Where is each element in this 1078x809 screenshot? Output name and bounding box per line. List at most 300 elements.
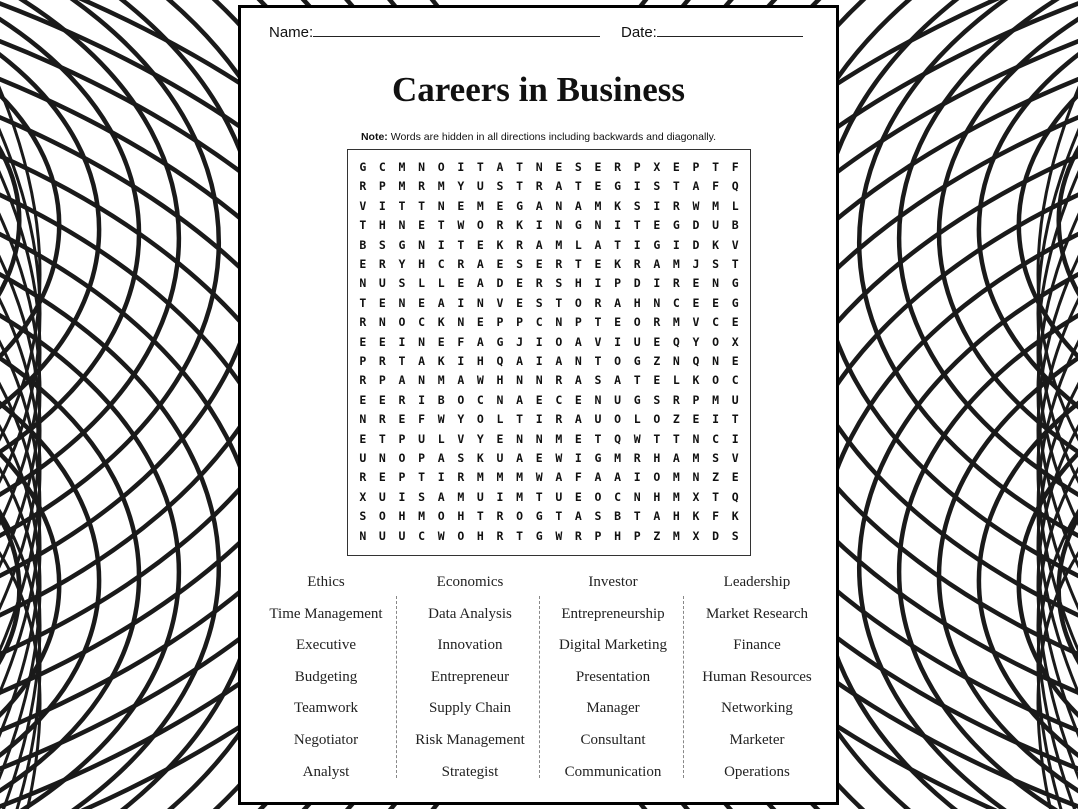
grid-letter[interactable]: A <box>594 470 602 485</box>
grid-letter[interactable]: E <box>692 295 700 310</box>
grid-letter[interactable]: Y <box>398 257 406 271</box>
grid-letter[interactable]: G <box>614 179 622 194</box>
grid-letter[interactable]: L <box>731 198 739 213</box>
grid-letter[interactable]: E <box>418 295 426 310</box>
grid-letter[interactable]: H <box>476 528 484 543</box>
grid-letter[interactable]: P <box>398 470 406 485</box>
grid-letter[interactable]: U <box>476 489 484 504</box>
grid-letter[interactable]: K <box>614 257 622 271</box>
grid-letter[interactable]: C <box>418 315 426 330</box>
grid-letter[interactable]: T <box>398 198 406 213</box>
grid-letter[interactable]: C <box>418 528 426 543</box>
grid-letter[interactable]: H <box>653 489 661 504</box>
grid-letter[interactable]: R <box>555 257 563 271</box>
grid-letter[interactable]: A <box>398 373 406 388</box>
grid-letter[interactable]: L <box>437 431 445 446</box>
grid-letter[interactable]: T <box>672 431 680 446</box>
grid-letter[interactable]: T <box>516 412 524 427</box>
grid-letter[interactable]: A <box>476 257 484 271</box>
grid-letter[interactable]: M <box>437 179 445 194</box>
grid-letter[interactable]: R <box>672 276 680 291</box>
grid-letter[interactable]: R <box>398 392 406 407</box>
grid-letter[interactable]: I <box>653 198 661 213</box>
grid-letter[interactable]: E <box>594 160 602 174</box>
grid-letter[interactable]: E <box>712 295 720 310</box>
grid-letter[interactable]: E <box>359 431 367 446</box>
grid-letter[interactable]: M <box>672 489 680 504</box>
grid-letter[interactable]: R <box>574 528 582 543</box>
grid-letter[interactable]: E <box>731 470 739 485</box>
grid-letter[interactable]: N <box>437 198 445 213</box>
grid-letter[interactable]: T <box>457 237 465 252</box>
grid-letter[interactable]: N <box>535 373 543 388</box>
grid-letter[interactable]: N <box>418 237 426 252</box>
grid-letter[interactable]: R <box>378 257 386 271</box>
grid-letter[interactable]: T <box>378 431 386 446</box>
grid-letter[interactable]: N <box>418 334 426 349</box>
grid-letter[interactable]: E <box>535 392 543 407</box>
grid-letter[interactable]: L <box>437 276 445 291</box>
grid-letter[interactable]: W <box>692 198 700 213</box>
grid-letter[interactable]: N <box>418 160 426 174</box>
grid-letter[interactable]: A <box>614 373 622 388</box>
grid-letter[interactable]: K <box>437 354 445 368</box>
grid-letter[interactable]: X <box>731 334 739 349</box>
grid-letter[interactable]: F <box>712 179 720 194</box>
grid-letter[interactable]: W <box>437 528 445 543</box>
grid-letter[interactable]: E <box>378 334 386 349</box>
grid-letter[interactable]: I <box>457 295 465 310</box>
grid-letter[interactable]: A <box>476 276 484 291</box>
grid-letter[interactable]: J <box>692 257 700 271</box>
grid-letter[interactable]: N <box>378 315 386 330</box>
grid-letter[interactable]: A <box>476 334 484 349</box>
grid-letter[interactable]: O <box>398 315 406 330</box>
grid-letter[interactable]: G <box>633 354 641 368</box>
grid-letter[interactable]: I <box>535 218 543 233</box>
grid-letter[interactable]: K <box>614 198 622 213</box>
grid-letter[interactable]: E <box>378 470 386 485</box>
grid-letter[interactable]: S <box>359 509 367 524</box>
grid-letter[interactable]: L <box>418 276 426 291</box>
grid-letter[interactable]: D <box>692 237 700 252</box>
grid-letter[interactable]: T <box>359 295 367 310</box>
grid-letter[interactable]: H <box>496 373 504 388</box>
grid-letter[interactable]: A <box>653 509 661 524</box>
name-blank-line[interactable] <box>313 22 600 37</box>
grid-letter[interactable]: M <box>712 198 720 213</box>
grid-letter[interactable]: N <box>672 354 680 368</box>
grid-letter[interactable]: T <box>594 354 602 368</box>
grid-letter[interactable]: Z <box>653 354 661 368</box>
grid-letter[interactable]: M <box>476 470 484 485</box>
name-field[interactable] <box>269 22 600 41</box>
grid-letter[interactable]: D <box>712 528 720 543</box>
grid-letter[interactable]: E <box>594 257 602 271</box>
grid-letter[interactable]: M <box>476 198 484 213</box>
grid-letter[interactable]: A <box>555 179 563 194</box>
grid-letter[interactable]: E <box>535 257 543 271</box>
grid-letter[interactable]: N <box>378 451 386 465</box>
grid-letter[interactable]: I <box>633 179 641 194</box>
grid-letter[interactable]: L <box>574 237 582 252</box>
grid-letter[interactable]: C <box>555 392 563 407</box>
grid-letter[interactable]: T <box>418 470 426 485</box>
grid-letter[interactable]: K <box>731 509 739 524</box>
grid-letter[interactable]: S <box>457 451 465 465</box>
grid-letter[interactable]: I <box>457 354 465 368</box>
grid-letter[interactable]: A <box>574 373 582 388</box>
grid-letter[interactable]: T <box>418 198 426 213</box>
grid-letter[interactable]: A <box>437 451 445 465</box>
grid-letter[interactable]: A <box>437 489 445 504</box>
grid-letter[interactable]: X <box>692 489 700 504</box>
grid-letter[interactable]: E <box>594 179 602 194</box>
grid-letter[interactable]: O <box>653 470 661 485</box>
grid-letter[interactable]: T <box>476 509 484 524</box>
grid-letter[interactable]: G <box>535 509 543 524</box>
grid-letter[interactable]: G <box>731 295 739 310</box>
grid-letter[interactable]: N <box>516 431 524 446</box>
grid-letter[interactable]: Q <box>614 431 622 446</box>
grid-letter[interactable]: I <box>614 218 622 233</box>
grid-letter[interactable]: V <box>496 295 504 310</box>
grid-letter[interactable]: S <box>653 179 661 194</box>
grid-letter[interactable]: S <box>418 489 426 504</box>
grid-letter[interactable]: E <box>692 276 700 291</box>
grid-letter[interactable]: G <box>398 237 406 252</box>
grid-letter[interactable]: U <box>398 528 406 543</box>
grid-letter[interactable]: K <box>692 373 700 388</box>
grid-letter[interactable]: G <box>535 528 543 543</box>
grid-letter[interactable]: I <box>418 392 426 407</box>
grid-letter[interactable]: A <box>516 451 524 465</box>
grid-letter[interactable]: U <box>378 528 386 543</box>
grid-letter[interactable]: I <box>398 334 406 349</box>
grid-letter[interactable]: S <box>731 528 739 543</box>
grid-letter[interactable]: P <box>496 315 504 330</box>
grid-letter[interactable]: E <box>516 295 524 310</box>
grid-letter[interactable]: E <box>574 489 582 504</box>
grid-letter[interactable]: Y <box>457 412 465 427</box>
grid-letter[interactable]: Y <box>457 179 465 194</box>
grid-letter[interactable]: I <box>614 334 622 349</box>
grid-letter[interactable]: R <box>378 412 386 427</box>
grid-letter[interactable]: R <box>672 198 680 213</box>
grid-letter[interactable]: N <box>633 489 641 504</box>
grid-letter[interactable]: I <box>378 198 386 213</box>
grid-letter[interactable]: N <box>712 276 720 291</box>
grid-letter[interactable]: G <box>731 276 739 291</box>
grid-letter[interactable]: H <box>476 354 484 368</box>
grid-letter[interactable]: T <box>574 257 582 271</box>
grid-letter[interactable]: T <box>516 160 524 174</box>
grid-letter[interactable]: N <box>496 392 504 407</box>
grid-letter[interactable]: E <box>457 198 465 213</box>
grid-letter[interactable]: S <box>712 451 720 465</box>
grid-letter[interactable]: W <box>476 373 484 388</box>
grid-letter[interactable]: U <box>712 218 720 233</box>
grid-letter[interactable]: I <box>633 237 641 252</box>
grid-letter[interactable]: T <box>633 218 641 233</box>
grid-letter[interactable]: A <box>418 354 426 368</box>
grid-letter[interactable]: E <box>398 412 406 427</box>
grid-letter[interactable]: T <box>516 179 524 194</box>
grid-letter[interactable]: M <box>457 489 465 504</box>
grid-letter[interactable]: T <box>614 237 622 252</box>
grid-letter[interactable]: P <box>574 315 582 330</box>
grid-letter[interactable]: R <box>496 528 504 543</box>
grid-letter[interactable]: X <box>692 528 700 543</box>
grid-letter[interactable]: P <box>359 354 367 368</box>
grid-letter[interactable]: O <box>457 392 465 407</box>
grid-letter[interactable]: N <box>359 412 367 427</box>
grid-letter[interactable]: S <box>496 179 504 194</box>
grid-letter[interactable]: O <box>516 509 524 524</box>
grid-letter[interactable]: T <box>712 489 720 504</box>
grid-letter[interactable]: S <box>574 160 582 174</box>
grid-letter[interactable]: Q <box>692 354 700 368</box>
grid-letter[interactable]: Z <box>653 528 661 543</box>
grid-letter[interactable]: R <box>555 373 563 388</box>
grid-letter[interactable]: U <box>731 392 739 407</box>
grid-letter[interactable]: B <box>437 392 445 407</box>
grid-letter[interactable]: O <box>574 295 582 310</box>
grid-letter[interactable]: E <box>359 334 367 349</box>
grid-letter[interactable]: A <box>555 470 563 485</box>
grid-letter[interactable]: C <box>731 373 739 388</box>
grid-letter[interactable]: O <box>712 334 720 349</box>
grid-letter[interactable]: V <box>731 451 739 465</box>
grid-letter[interactable]: O <box>712 373 720 388</box>
grid-letter[interactable]: N <box>359 276 367 291</box>
grid-letter[interactable]: W <box>633 431 641 446</box>
grid-letter[interactable]: R <box>359 470 367 485</box>
grid-letter[interactable]: H <box>378 218 386 233</box>
grid-letter[interactable]: L <box>633 412 641 427</box>
grid-letter[interactable]: I <box>437 470 445 485</box>
grid-letter[interactable]: F <box>418 412 426 427</box>
grid-letter[interactable]: R <box>535 276 543 291</box>
grid-letter[interactable]: M <box>555 431 563 446</box>
grid-letter[interactable]: I <box>535 354 543 368</box>
grid-letter[interactable]: A <box>653 257 661 271</box>
grid-letter[interactable]: M <box>672 470 680 485</box>
grid-letter[interactable]: O <box>555 334 563 349</box>
grid-letter[interactable]: S <box>633 198 641 213</box>
grid-letter[interactable]: P <box>594 528 602 543</box>
grid-letter[interactable]: R <box>418 179 426 194</box>
grid-letter[interactable]: I <box>496 489 504 504</box>
grid-letter[interactable]: E <box>614 315 622 330</box>
date-field[interactable] <box>621 22 803 41</box>
grid-letter[interactable]: R <box>516 237 524 252</box>
grid-letter[interactable]: E <box>378 392 386 407</box>
grid-letter[interactable]: S <box>535 295 543 310</box>
grid-letter[interactable]: P <box>418 451 426 465</box>
grid-letter[interactable]: E <box>692 412 700 427</box>
grid-letter[interactable]: K <box>516 218 524 233</box>
grid-letter[interactable]: H <box>672 509 680 524</box>
grid-letter[interactable]: A <box>594 237 602 252</box>
grid-letter[interactable]: H <box>457 509 465 524</box>
grid-letter[interactable]: A <box>555 354 563 368</box>
grid-letter[interactable]: T <box>574 179 582 194</box>
grid-letter[interactable]: H <box>574 276 582 291</box>
grid-letter[interactable]: E <box>555 160 563 174</box>
grid-letter[interactable]: I <box>633 470 641 485</box>
grid-letter[interactable]: E <box>378 295 386 310</box>
grid-letter[interactable]: U <box>378 489 386 504</box>
grid-letter[interactable]: U <box>594 412 602 427</box>
grid-letter[interactable]: M <box>692 451 700 465</box>
grid-letter[interactable]: E <box>574 431 582 446</box>
grid-letter[interactable]: B <box>614 509 622 524</box>
grid-letter[interactable]: E <box>457 276 465 291</box>
grid-letter[interactable]: H <box>633 295 641 310</box>
grid-letter[interactable]: I <box>437 237 445 252</box>
grid-letter[interactable]: N <box>359 528 367 543</box>
grid-letter[interactable]: N <box>535 431 543 446</box>
grid-letter[interactable]: O <box>437 160 445 174</box>
grid-letter[interactable]: S <box>516 257 524 271</box>
grid-letter[interactable]: K <box>437 315 445 330</box>
grid-letter[interactable]: N <box>398 295 406 310</box>
grid-letter[interactable]: A <box>574 509 582 524</box>
grid-letter[interactable]: D <box>692 218 700 233</box>
grid-letter[interactable]: N <box>535 160 543 174</box>
grid-letter[interactable]: O <box>476 218 484 233</box>
grid-letter[interactable]: Q <box>496 354 504 368</box>
grid-letter[interactable]: R <box>457 470 465 485</box>
grid-letter[interactable]: E <box>653 334 661 349</box>
grid-letter[interactable]: I <box>653 276 661 291</box>
grid-letter[interactable]: E <box>496 198 504 213</box>
grid-letter[interactable]: M <box>614 451 622 465</box>
grid-letter[interactable]: D <box>633 276 641 291</box>
grid-letter[interactable]: N <box>574 354 582 368</box>
grid-letter[interactable]: I <box>535 412 543 427</box>
grid-letter[interactable]: E <box>496 257 504 271</box>
grid-letter[interactable]: E <box>731 315 739 330</box>
grid-letter[interactable]: N <box>555 198 563 213</box>
grid-letter[interactable]: I <box>574 451 582 465</box>
grid-letter[interactable]: C <box>614 489 622 504</box>
grid-letter[interactable]: E <box>535 451 543 465</box>
grid-letter[interactable]: H <box>614 528 622 543</box>
grid-letter[interactable]: P <box>692 392 700 407</box>
grid-letter[interactable]: A <box>574 198 582 213</box>
grid-letter[interactable]: F <box>574 470 582 485</box>
grid-letter[interactable]: E <box>731 354 739 368</box>
grid-letter[interactable]: A <box>437 295 445 310</box>
grid-letter[interactable]: R <box>457 257 465 271</box>
grid-letter[interactable]: T <box>633 509 641 524</box>
grid-letter[interactable]: V <box>457 431 465 446</box>
grid-letter[interactable]: B <box>359 237 367 252</box>
grid-letter[interactable]: I <box>731 431 739 446</box>
grid-letter[interactable]: A <box>535 198 543 213</box>
grid-letter[interactable]: M <box>555 237 563 252</box>
grid-letter[interactable]: N <box>418 373 426 388</box>
grid-letter[interactable]: O <box>476 412 484 427</box>
grid-letter[interactable]: O <box>437 509 445 524</box>
grid-letter[interactable]: I <box>535 334 543 349</box>
grid-letter[interactable]: P <box>614 276 622 291</box>
grid-letter[interactable]: I <box>594 276 602 291</box>
grid-letter[interactable]: U <box>378 276 386 291</box>
grid-letter[interactable]: T <box>555 295 563 310</box>
grid-letter[interactable]: A <box>496 160 504 174</box>
grid-letter[interactable]: A <box>614 470 622 485</box>
grid-letter[interactable]: D <box>496 276 504 291</box>
grid-letter[interactable]: T <box>594 431 602 446</box>
grid-letter[interactable]: R <box>359 315 367 330</box>
grid-letter[interactable]: I <box>398 489 406 504</box>
grid-letter[interactable]: R <box>594 295 602 310</box>
grid-letter[interactable]: E <box>516 276 524 291</box>
grid-letter[interactable]: E <box>476 315 484 330</box>
grid-letter[interactable]: W <box>555 528 563 543</box>
grid-letter[interactable]: G <box>653 237 661 252</box>
grid-letter[interactable]: N <box>555 218 563 233</box>
grid-letter[interactable]: A <box>692 179 700 194</box>
grid-letter[interactable]: M <box>398 179 406 194</box>
grid-letter[interactable]: U <box>418 431 426 446</box>
grid-letter[interactable]: H <box>418 257 426 271</box>
grid-letter[interactable]: Y <box>476 431 484 446</box>
grid-letter[interactable]: G <box>496 334 504 349</box>
date-blank-line[interactable] <box>657 22 803 37</box>
grid-letter[interactable]: A <box>457 373 465 388</box>
grid-letter[interactable]: U <box>555 489 563 504</box>
grid-letter[interactable]: B <box>731 218 739 233</box>
grid-letter[interactable]: Q <box>731 179 739 194</box>
grid-letter[interactable]: N <box>594 392 602 407</box>
grid-letter[interactable]: M <box>672 315 680 330</box>
grid-letter[interactable]: S <box>555 276 563 291</box>
grid-letter[interactable]: E <box>437 334 445 349</box>
grid-letter[interactable]: G <box>672 218 680 233</box>
grid-letter[interactable]: C <box>437 257 445 271</box>
grid-letter[interactable]: V <box>359 198 367 213</box>
grid-letter[interactable]: M <box>516 489 524 504</box>
grid-letter[interactable]: E <box>476 237 484 252</box>
grid-letter[interactable]: N <box>457 315 465 330</box>
grid-letter[interactable]: U <box>476 179 484 194</box>
grid-letter[interactable]: M <box>672 257 680 271</box>
grid-letter[interactable]: H <box>653 451 661 465</box>
grid-letter[interactable]: A <box>574 334 582 349</box>
grid-letter[interactable]: T <box>731 257 739 271</box>
grid-letter[interactable]: W <box>535 470 543 485</box>
grid-letter[interactable]: C <box>712 431 720 446</box>
grid-letter[interactable]: A <box>672 451 680 465</box>
grid-letter[interactable]: E <box>672 160 680 174</box>
grid-letter[interactable]: F <box>712 509 720 524</box>
grid-letter[interactable]: I <box>712 412 720 427</box>
grid-letter[interactable]: R <box>555 412 563 427</box>
grid-letter[interactable]: G <box>594 451 602 465</box>
grid-letter[interactable]: T <box>594 315 602 330</box>
grid-letter[interactable]: S <box>594 373 602 388</box>
grid-letter[interactable]: P <box>516 315 524 330</box>
grid-letter[interactable]: R <box>614 160 622 174</box>
grid-letter[interactable]: M <box>398 160 406 174</box>
grid-letter[interactable]: F <box>457 334 465 349</box>
grid-letter[interactable]: E <box>418 218 426 233</box>
grid-letter[interactable]: K <box>712 237 720 252</box>
